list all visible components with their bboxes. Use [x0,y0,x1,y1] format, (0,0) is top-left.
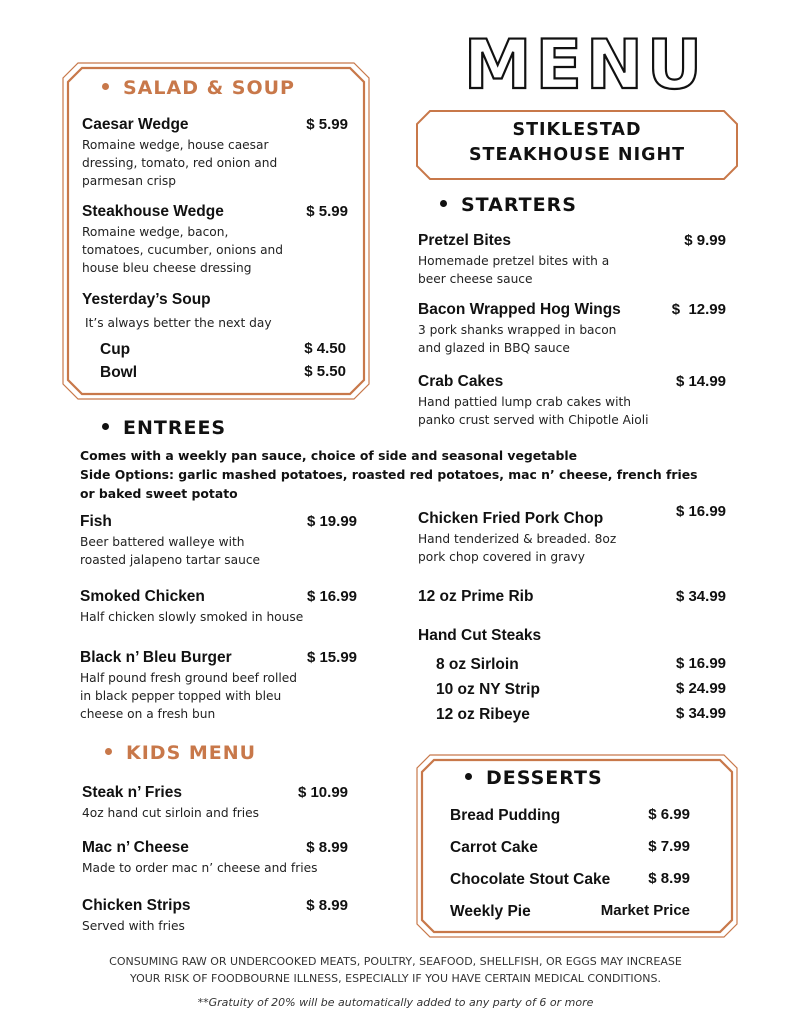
bullet-dot [440,200,447,207]
menu-item [418,232,726,288]
item-price: $ 9.99 [684,232,726,249]
desc-line: tomatoes, cucumber, onions and [82,243,284,257]
kids-menu-heading-text: KIDS MENU [126,742,257,764]
item-name: Chicken Strips [82,897,191,914]
dessert-row [450,805,690,825]
item-price: $ 10.99 [297,784,348,801]
item-price: $ 15.99 [306,649,357,666]
menu-item [418,373,726,429]
item-price: $ 8.99 [306,839,348,856]
item-price: $ 14.99 [675,373,726,390]
desc-line: Half pound fresh ground beef rolled [80,671,298,685]
note-line: Comes with a weekly pan sauce, choice of side and seasonal vegetable [80,448,577,463]
salad-soup-heading-text: SALAD & SOUP [123,77,295,99]
soup-size-row [100,339,346,359]
desc-line: Romaine wedge, bacon, [82,225,229,239]
item-name: Pretzel Bites [418,232,512,249]
item-price: $ 16.99 [675,655,726,672]
item-price: $ 5.99 [306,203,348,220]
item-name: Crab Cakes [418,373,504,390]
item-description [80,669,357,723]
desc-line: Homemade pretzel bites with a [418,254,610,268]
desc-line: Hand tenderized & breaded. 8oz [418,532,617,546]
menu-item [418,588,726,606]
dessert-row [450,901,690,921]
item-name: Chicken Fried Pork Chop [418,510,604,527]
item-price: $ 7.99 [648,838,690,855]
dessert-row [450,869,690,889]
desc-line: parmesan crisp [82,174,176,188]
menu-item [418,301,726,357]
item-description [80,608,357,626]
item-name: Carrot Cake [450,839,538,856]
item-name: Yesterday’s Soup [82,291,211,308]
item-price: $ 6.99 [648,806,690,823]
menu-item [82,203,348,277]
desc-line: and glazed in BBQ sauce [418,341,570,355]
item-name: Caesar Wedge [82,116,189,133]
item-description [82,136,348,190]
soup-size-name: Cup [100,341,131,358]
item-price: $ 34.99 [675,705,726,722]
desc-line: Romaine wedge, house caesar [82,138,269,152]
salad-soup-heading [102,77,295,99]
item-description [82,223,348,277]
menu-title [440,28,730,98]
item-description: 4oz hand cut sirloin and fries [82,806,259,820]
item-price: $ 8.99 [648,870,690,887]
steaks-heading: Hand Cut Steaks [418,627,542,644]
soup-size-name: Bowl [100,364,138,381]
item-name: Steakhouse Wedge [82,203,224,220]
desc-line: in black pepper topped with bleu [80,689,282,703]
desc-line: cheese on a fresh bun [80,707,216,721]
desc-line: 3 pork shanks wrapped in bacon [418,323,617,337]
item-description [418,530,726,566]
item-name: Fish [80,513,112,530]
item-price: $ 8.99 [306,897,348,914]
restaurant-name-line2: STEAKHOUSE NIGHT [468,145,686,165]
item-price: $ 12.99 [671,301,726,318]
item-price: $ 19.99 [306,513,357,530]
item-name: Steak n’ Fries [82,784,182,801]
soup-item [82,291,348,332]
desc-line: panko crust served with Chipotle Aioli [418,413,649,427]
kids-menu-heading [105,742,256,764]
menu-item [82,116,348,190]
starters-heading-text: STARTERS [461,194,577,216]
soup-size-price: $ 4.50 [304,340,346,357]
desc-line: Hand pattied lump crab cakes with [418,395,631,409]
item-name: Bread Pudding [450,807,561,824]
soup-size-row [100,362,346,382]
menu-title-text: MENU [463,28,707,98]
bullet-dot [102,83,109,90]
item-name: 12 oz Ribeye [436,706,530,723]
desc-line: Half chicken slowly smoked in house [80,610,304,624]
menu-item [80,513,357,569]
desc-line: dressing, tomato, red onion and [82,156,278,170]
entrees-note [80,446,740,503]
note-line: Side Options: garlic mashed potatoes, roasted red potatoes, mac n’ cheese, french fries [80,467,698,482]
menu-item [82,897,348,935]
item-price: $ 24.99 [675,680,726,697]
item-name: Chocolate Stout Cake [450,871,611,888]
item-name: Bacon Wrapped Hog Wings [418,301,621,318]
item-price: $ 34.99 [675,588,726,605]
entrees-heading [102,417,226,439]
item-description [418,393,726,429]
desc-line: house bleu cheese dressing [82,261,252,275]
restaurant-name-line1: STIKLESTAD [512,120,642,140]
steak-row [436,679,726,699]
item-price: $ 16.99 [675,503,726,520]
item-name: Black n’ Bleu Burger [80,649,232,666]
item-name: Mac n’ Cheese [82,839,189,856]
menu-item [80,588,357,626]
soup-size-price: $ 5.50 [304,363,346,380]
item-price: $ 5.99 [306,116,348,133]
item-name: 8 oz Sirloin [436,656,519,673]
entrees-heading-text: ENTREES [123,417,227,439]
steak-row [436,654,726,674]
item-description: Made to order mac n’ cheese and fries [82,861,318,875]
bullet-dot [102,423,109,430]
item-description [80,533,357,569]
disclaimer-line: YOUR RISK OF FOODBOURNE ILLNESS, ESPECIALLY IF YOU HAVE CERTAIN MEDICAL CONDITIONS. [129,972,662,985]
item-description [418,252,726,288]
restaurant-name [416,118,738,168]
note-line: or baked sweet potato [80,486,238,501]
item-name: Weekly Pie [450,903,531,920]
item-price: $ 16.99 [306,588,357,605]
starters-heading [440,194,577,216]
item-name: 10 oz NY Strip [436,681,540,698]
desc-line: beer cheese sauce [418,272,533,286]
bullet-dot [105,748,112,755]
menu-item [82,839,348,877]
desc-line: roasted jalapeno tartar sauce [80,553,261,567]
bullet-dot [465,773,472,780]
desserts-heading-text: DESSERTS [486,767,603,789]
menu-item [80,649,357,723]
menu-item [418,503,726,566]
dessert-row [450,837,690,857]
desc-line: pork chop covered in gravy [418,550,585,564]
gratuity-note: **Gratuity of 20% will be automatically added to any party of 6 or more [197,996,594,1009]
item-price: Market Price [600,902,690,919]
desserts-heading [465,767,603,789]
disclaimer-line: CONSUMING RAW OR UNDERCOOKED MEATS, POULTRY, SEAFOOD, SHELLFISH, OR EGGS MAY INCREASE [109,955,682,968]
menu-item [82,784,348,822]
item-name: Smoked Chicken [80,588,205,605]
item-description: Served with fries [82,919,185,933]
item-description [418,321,726,357]
item-description: It’s always better the next day [85,316,272,330]
steak-row [436,704,726,724]
food-safety-disclaimer [40,953,751,987]
item-name: 12 oz Prime Rib [418,588,534,605]
desc-line: Beer battered walleye with [80,535,245,549]
